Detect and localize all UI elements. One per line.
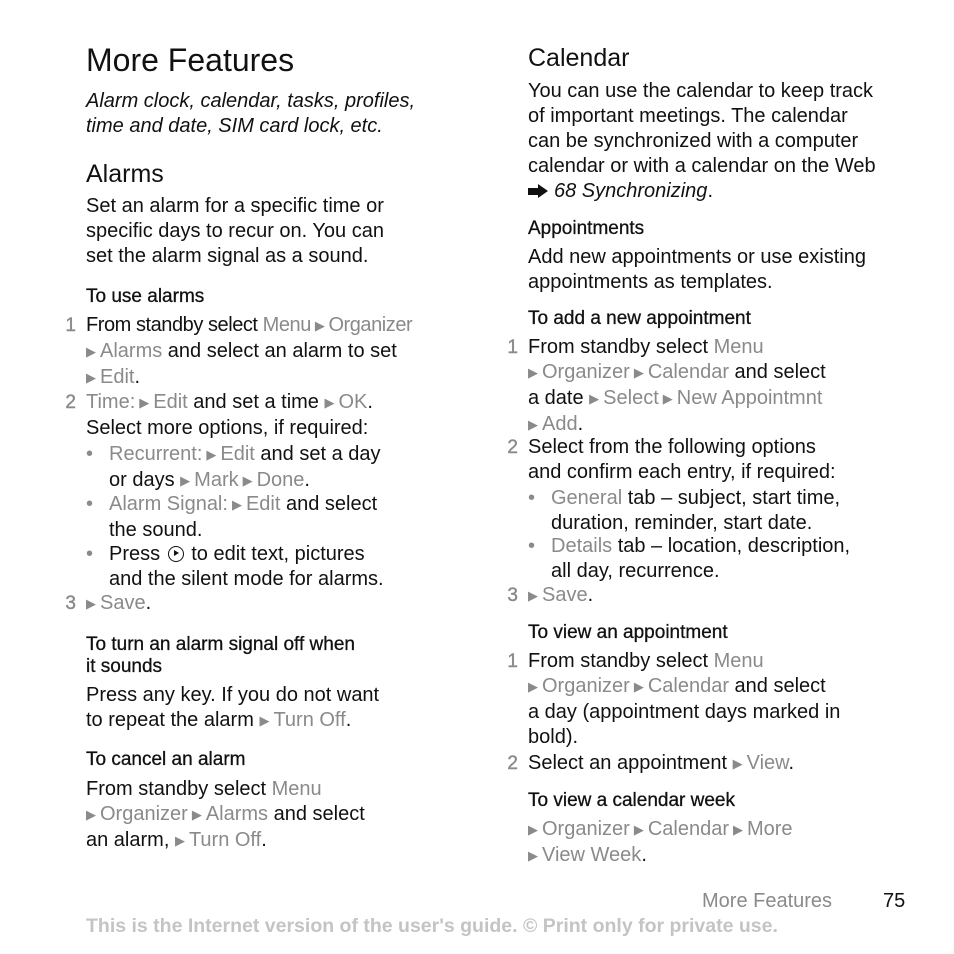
edit-label: Edit [220, 443, 255, 465]
alarms-heading: Alarms [86, 160, 164, 188]
turn-off-text [86, 683, 486, 734]
bullet-icon: • [86, 543, 94, 565]
text-line: Set an alarm for a specific time or [86, 195, 384, 217]
text-line: Press any key. If you do not want [86, 684, 380, 706]
turn-off-label: Turn Off [188, 829, 262, 851]
alarms-label: Alarms [100, 340, 163, 362]
text-run: From standby select [86, 314, 263, 336]
add-step-1 [507, 335, 928, 438]
ok-label: OK [338, 391, 368, 413]
arrow-icon: ▶ [180, 473, 191, 488]
text-line: specific days to recur on. You can [86, 220, 384, 242]
text-line [528, 360, 928, 386]
chapter-intro [86, 89, 486, 139]
arrow-icon: ▶ [259, 713, 270, 728]
navigation-key-icon [168, 546, 184, 562]
heading-line: To turn an alarm signal off when [86, 634, 355, 655]
text-run: a date [528, 387, 590, 409]
arrow-icon: ▶ [732, 822, 743, 837]
menu-label: Menu [713, 336, 764, 358]
text-line: duration, reminder, start date. [551, 512, 813, 534]
text-run: and select [268, 803, 365, 825]
text-run: and select [280, 493, 378, 515]
bullet-icon: • [86, 493, 94, 515]
text-line: Select more options, if required: [86, 417, 369, 439]
text-line [551, 486, 931, 511]
intro-line: time and date, SIM card lock, etc. [86, 115, 383, 137]
footer-notice: This is the Internet version of the user's guide. © Print only for private use. [86, 915, 778, 937]
text-line: ▶ Save. [86, 592, 152, 614]
text-line [109, 542, 489, 567]
text-line: set the alarm signal as a sound. [86, 245, 369, 267]
bullet-recurrent [86, 442, 489, 494]
done-label: Done [256, 469, 305, 491]
cancel-alarm-heading: To cancel an alarm [86, 749, 246, 770]
add-step-3 [507, 583, 928, 609]
alarms-label: Alarms [205, 803, 269, 825]
organizer-label: Organizer [542, 675, 630, 697]
arrow-icon: ▶ [206, 447, 217, 462]
text-line [86, 339, 486, 365]
edit-label: Edit [245, 493, 281, 515]
text-line: Select an appointment ▶ View. [528, 752, 795, 774]
text-run: and set a day [254, 443, 381, 465]
text-run: and select [728, 361, 826, 383]
text-run: or days [109, 469, 181, 491]
text-line: calendar or with a calendar on the Web [528, 155, 876, 177]
text-line [528, 386, 928, 412]
view-label: View [746, 752, 789, 774]
view-appointment-heading: To view an appointment [528, 622, 728, 643]
arrow-icon: ▶ [633, 822, 644, 837]
arrow-icon: ▶ [662, 391, 673, 406]
text-run: Press [109, 543, 166, 565]
new-appointment-label: New Appointmnt [676, 387, 823, 409]
step-number: 1 [65, 315, 76, 336]
text-line [109, 442, 489, 468]
view-step-1 [507, 649, 928, 750]
step-2 [65, 390, 486, 441]
text-run: From standby select [86, 778, 272, 800]
arrow-icon: ▶ [231, 497, 242, 512]
text-line [86, 802, 486, 828]
arrow-icon: ▶ [324, 395, 335, 410]
use-alarms-heading: To use alarms [86, 286, 205, 307]
general-tab-label: General [551, 487, 623, 509]
arrow-icon: ▶ [174, 833, 185, 848]
calendar-label: Calendar [647, 675, 729, 697]
text-line [528, 817, 928, 843]
text-line: and the silent mode for alarms. [109, 568, 384, 590]
bullet-icon: • [86, 443, 94, 465]
arrow-icon: ▶ [314, 318, 325, 333]
menu-label: Menu [713, 650, 764, 672]
more-label: More [746, 818, 793, 840]
arrow-icon: ▶ [589, 391, 600, 406]
step-1 [65, 313, 486, 391]
calendar-heading: Calendar [528, 44, 630, 72]
reference-arrow-icon [528, 184, 550, 198]
text-run: to repeat the alarm [86, 709, 260, 731]
text-line: all day, recurrence. [551, 560, 720, 582]
edit-label: Edit [153, 391, 188, 413]
text-run: to edit text, pictures [185, 543, 365, 565]
text-line: ▶ Add. [528, 413, 584, 435]
text-line [86, 313, 486, 339]
add-appointment-heading: To add a new appointment [528, 308, 751, 329]
view-week-label: View Week [542, 844, 642, 866]
arrow-icon: ▶ [633, 679, 644, 694]
add-label: Add [542, 413, 578, 435]
text-line: to repeat the alarm ▶ Turn Off. [86, 709, 352, 731]
save-label: Save [542, 584, 588, 606]
arrow-icon: ▶ [528, 822, 538, 837]
heading-line: it sounds [86, 656, 163, 677]
text-line: Time: ▶ Edit and set a time ▶ OK. [86, 391, 373, 413]
step-number: 3 [507, 585, 518, 606]
menu-label: Menu [271, 778, 322, 800]
text-run: and set a time [187, 391, 325, 413]
add-step-2 [507, 435, 928, 485]
arrow-icon: ▶ [528, 588, 538, 603]
page-number: 75 [883, 890, 906, 912]
text-line: appointments as templates. [528, 271, 773, 293]
step-number: 2 [507, 753, 518, 774]
footer-section-title: More Features [702, 890, 833, 912]
text-line [528, 335, 928, 360]
bullet-press [86, 542, 489, 592]
arrow-icon: ▶ [86, 807, 96, 822]
appointments-description [528, 245, 928, 295]
time-label: Time: [86, 391, 136, 413]
appointments-heading: Appointments [528, 218, 645, 239]
recurrent-label: Recurrent: [109, 443, 203, 465]
text-line: of important meetings. The calendar [528, 105, 848, 127]
organizer-label: Organizer [542, 361, 630, 383]
organizer-label: Organizer [542, 818, 630, 840]
text-line: ▶ View Week. [528, 844, 647, 866]
step-number: 2 [507, 437, 518, 458]
step-number: 1 [507, 337, 518, 358]
menu-label: Menu [262, 314, 311, 336]
arrow-icon: ▶ [732, 756, 743, 771]
text-line: bold). [528, 726, 579, 748]
organizer-label: Organizer [328, 314, 413, 336]
edit-label: Edit [100, 366, 135, 388]
text-line: the sound. [109, 519, 203, 541]
text-run: tab – location, description, [612, 535, 851, 557]
text-line: 68 Synchronizing. [528, 179, 928, 204]
arrow-icon: ▶ [528, 417, 538, 432]
text-line: Add new appointments or use existing [528, 246, 866, 268]
arrow-icon: ▶ [528, 365, 538, 380]
text-run: From standby select [528, 650, 714, 672]
text-line: ▶ Edit. [86, 366, 141, 388]
arrow-icon: ▶ [139, 395, 150, 410]
text-line: or days ▶ Mark ▶ Done. [109, 469, 310, 491]
text-line [528, 674, 928, 700]
sync-reference: 68 Synchronizing [554, 180, 708, 202]
turn-off-heading [86, 634, 486, 678]
arrow-icon: ▶ [86, 596, 96, 611]
text-run: Select an appointment [528, 752, 733, 774]
view-week-path [528, 817, 928, 869]
arrow-icon: ▶ [242, 473, 253, 488]
text-run: and select [728, 675, 826, 697]
intro-line: Alarm clock, calendar, tasks, profiles, [86, 90, 416, 112]
step-number: 3 [65, 593, 76, 614]
step-number: 2 [65, 392, 76, 413]
calendar-description [528, 79, 928, 204]
text-line [86, 777, 486, 802]
view-step-2 [507, 751, 928, 777]
mark-label: Mark [194, 469, 239, 491]
text-run: From standby select [528, 336, 714, 358]
text-line [109, 492, 489, 518]
arrow-icon: ▶ [528, 848, 538, 863]
text-line: and confirm each entry, if required: [528, 461, 836, 483]
text-line: a day (appointment days marked in [528, 701, 841, 723]
text-line: ▶ Save. [528, 584, 594, 606]
organizer-label: Organizer [100, 803, 188, 825]
text-line [551, 534, 931, 559]
text-run: an alarm, [86, 829, 175, 851]
text-line [528, 649, 928, 674]
text-line: You can use the calendar to keep track [528, 80, 874, 102]
page-title: More Features [86, 42, 295, 78]
text-line: can be synchronized with a computer [528, 130, 859, 152]
text-run: tab – subject, start time, [622, 487, 841, 509]
calendar-label: Calendar [647, 361, 729, 383]
bullet-general-tab [528, 486, 931, 536]
arrow-icon: ▶ [191, 807, 202, 822]
alarm-signal-label: Alarm Signal: [109, 493, 228, 515]
alarms-description [86, 194, 486, 269]
bullet-details-tab [528, 534, 931, 584]
step-3 [65, 591, 486, 617]
arrow-icon: ▶ [86, 370, 96, 385]
text-line: an alarm, ▶ Turn Off. [86, 829, 267, 851]
calendar-label: Calendar [647, 818, 729, 840]
text-run: and select an alarm to set [162, 340, 397, 362]
text-line: Select from the following options [528, 436, 816, 458]
save-label: Save [100, 592, 146, 614]
view-week-heading: To view a calendar week [528, 790, 735, 811]
step-number: 1 [507, 651, 518, 672]
arrow-icon: ▶ [633, 365, 644, 380]
select-label: Select [603, 387, 659, 409]
arrow-icon: ▶ [528, 679, 538, 694]
turn-off-label: Turn Off [273, 709, 346, 731]
bullet-icon: • [528, 487, 536, 509]
cancel-alarm-text [86, 777, 486, 854]
details-tab-label: Details [551, 535, 613, 557]
arrow-icon: ▶ [86, 344, 96, 359]
bullet-alarm-signal [86, 492, 489, 543]
bullet-icon: • [528, 535, 536, 557]
